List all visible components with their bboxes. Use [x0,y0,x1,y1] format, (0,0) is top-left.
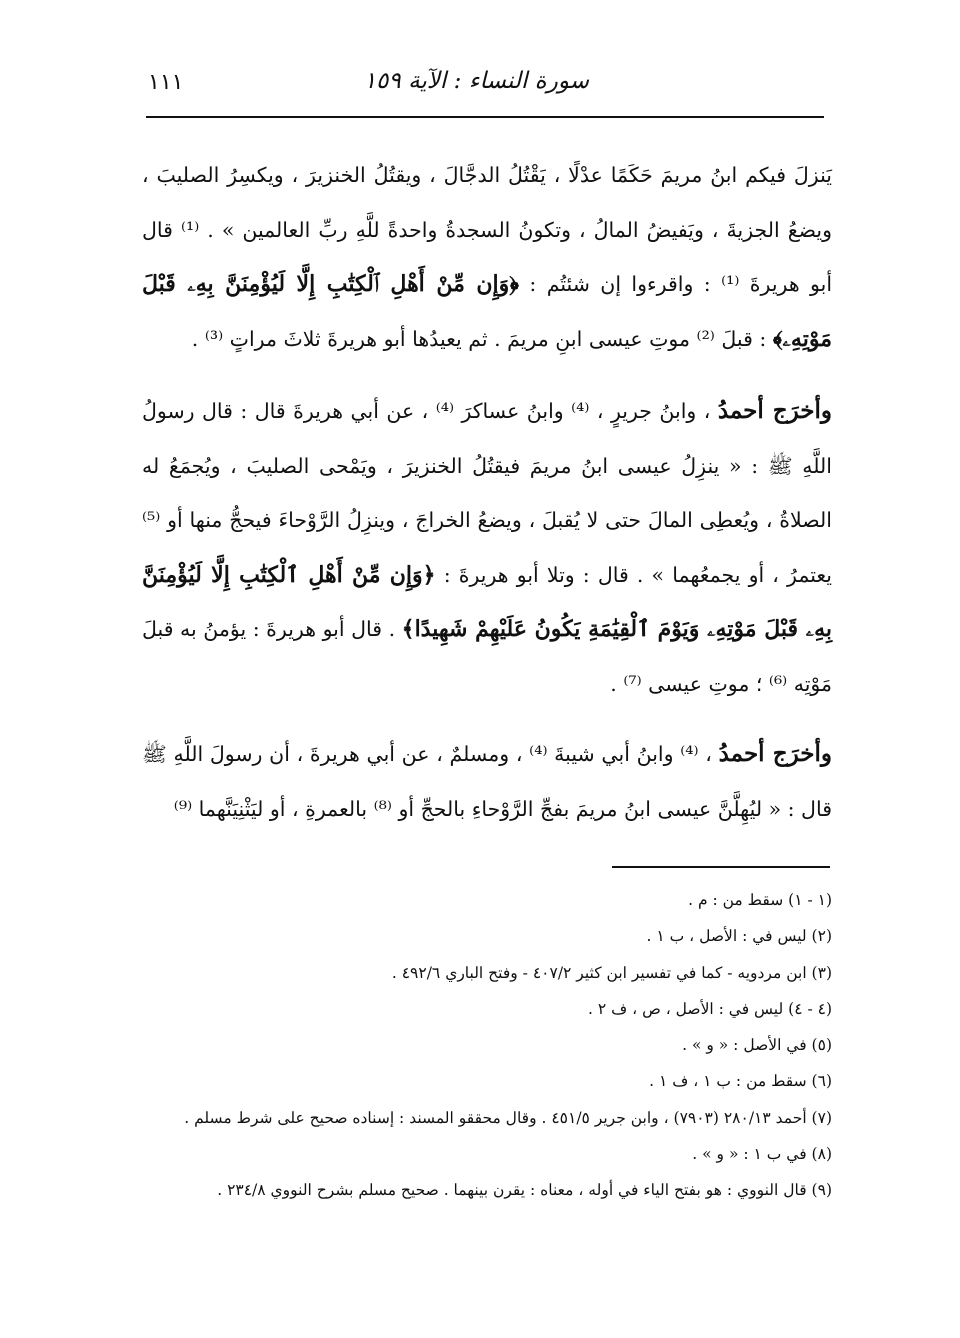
text-run: . قال أبو هريرةَ : يؤمنُ به قبلَ مَوْتِه [142,617,832,696]
text-run: : قبلَ [714,326,773,351]
running-header [146,62,824,118]
paragraph-1 [142,148,832,366]
text-run: ⁽⁹⁾ [173,796,193,821]
footnote-9: (٩) قال النووي : هو بفتح الياء في أوله ، معناه : يقرن بينهما . صحيح مسلم بشرح النووي ٢٣٤/٨ . [217,1181,832,1200]
footnote-6: (٦) سقط من : ب ١ ، ف ١ . [649,1072,832,1091]
text-run: بالعمرةِ ، أو ليَثْنِيَنَّهما [192,796,374,821]
text-run: ⁽⁸⁾ [373,796,392,821]
text-run: ⁽⁷⁾ [623,671,642,696]
paragraph-lead: وأخرَج أحمدُ [717,397,832,424]
text-run: وابنُ عساكرَ [454,399,572,423]
main-text [142,148,832,836]
text-run: ، [698,742,719,766]
text-run: . [191,326,205,351]
surah-title: سورة النساء : الآية ١٥٩ [363,68,589,94]
text-run: ⁽⁶⁾ [768,671,788,696]
paragraph-lead: وأخرَج أحمدُ [718,740,832,767]
text-run: يعتمرُ ، أو يجمعُهما » . قال : وتلا أبو هريرةَ : [435,562,832,587]
text-run: ⁽⁴⁾ [680,742,699,766]
footnote-rule [612,866,830,868]
paragraph-3 [142,727,832,836]
text-run: يَنزلَ فيكم ابنُ مريمَ حَكَمًا عدْلًا ، يَقْتُلُ الدجَّالَ ، ويقتُلُ الخنزيرَ ، ويكسِرُ الصليبَ ، ويضعُ الجزيةَ ، ويَفيضُ المالُ ، وتكونُ السجدةُ واحدةً للَّهِ ربِّ العالمين » . [142,163,832,242]
text-run: : واقرءوا إن شئتُم : [519,272,722,296]
text-run: ⁽⁵⁾ [142,508,161,532]
footnote-1: (١ - ١) سقط من : م . [688,891,832,909]
text-run: ⁽⁴⁾ [571,399,590,423]
page-number: ١١١ [148,70,184,95]
text-run: وابنُ أبي شيبةَ [547,742,681,766]
text-run: ⁽²⁾ [696,326,715,351]
header-rule [146,116,824,118]
footnote-2: (٢) ليس في : الأصل ، ب ١ . [646,927,832,946]
text-run: ، ومسلمٌ ، عن أبي هريرةَ ، أن رسولَ اللَّهِ ﷺ قال : « ليُهِلَّنَّ عيسى ابنُ مريمَ بفجِّ الرَّوْحاءِ بالحجِّ أو [142,742,832,821]
text-run: ⁽⁴⁾ [435,399,455,423]
footnote-5: (٥) في الأصل : « و » . [682,1036,832,1055]
text-run: ، وابنُ جريرٍ ، [589,399,718,423]
footnotes [142,882,832,1209]
footnote-3: (٣) ابن مردويه - كما في تفسير ابن كثير ٤٠٧/٢ - وفتح الباري ٤٩٢/٦ . [391,963,832,982]
footnote-7: (٧) أحمد ٢٨٠/١٣ (٧٩٠٣) ، وابن جرير ٤٥١/٥ . وقال محققو المسند : إسناده صحيح على شرط مسلم . [184,1108,832,1127]
text-run: قال أبو هريرةَ [142,217,833,296]
text-run: . [610,671,624,696]
text-run: ؛ موتِ عيسى [641,671,769,696]
footnote-8: (٨) في ب ١ : « و » . [692,1145,832,1164]
text-run: ⁽³⁾ [204,326,224,351]
footnote-4: (٤ - ٤) ليس في : الأصل ، ص ، ف ٢ . [588,999,832,1018]
quran-verse: ﴿وَإِن مِّنْ أَهْلِ ٱلْكِتَٰبِ إِلَّا لَيُؤْمِنَنَّ بِهِۦ قَبْلَ مَوْتِهِۦ﴾ [142,271,832,352]
text-run: ⁽¹⁾ [180,217,200,242]
text-run: ⁽¹⁾ [721,272,740,296]
text-run: ⁽⁴⁾ [529,742,548,766]
paragraph-2 [142,384,832,711]
text-run: موتِ عيسى ابنِ مريمَ . ثم يعيدُها أبو هريرةَ ثلاثَ مراتٍ [223,326,697,351]
quran-verse: ﴿وَإِن مِّنْ أَهْلِ ٱلْكِتَٰبِ إِلَّا لَيُؤْمِنَنَّ بِهِۦ قَبْلَ مَوْتِهِۦ وَيَوْمَ ٱلْقِيَٰمَةِ يَكُونُ عَلَيْهِمْ شَهِيدًا﴾ [142,561,832,642]
text-run: ، عن أبي هريرةَ قال : قال رسولُ اللَّهِ ﷺ : « ينزِلُ عيسى ابنُ مريمَ فيقتُلُ الخنزيرَ ، ويَمْحى الصليبَ ، ويُجمَعُ له الصلاةُ ، ويُعطِى المالَ حتى لا يُقبلَ ، ويضعُ الخراجَ ، وينزِلُ الرَّوْحاءَ فيحجُّ منها أو [142,399,832,532]
